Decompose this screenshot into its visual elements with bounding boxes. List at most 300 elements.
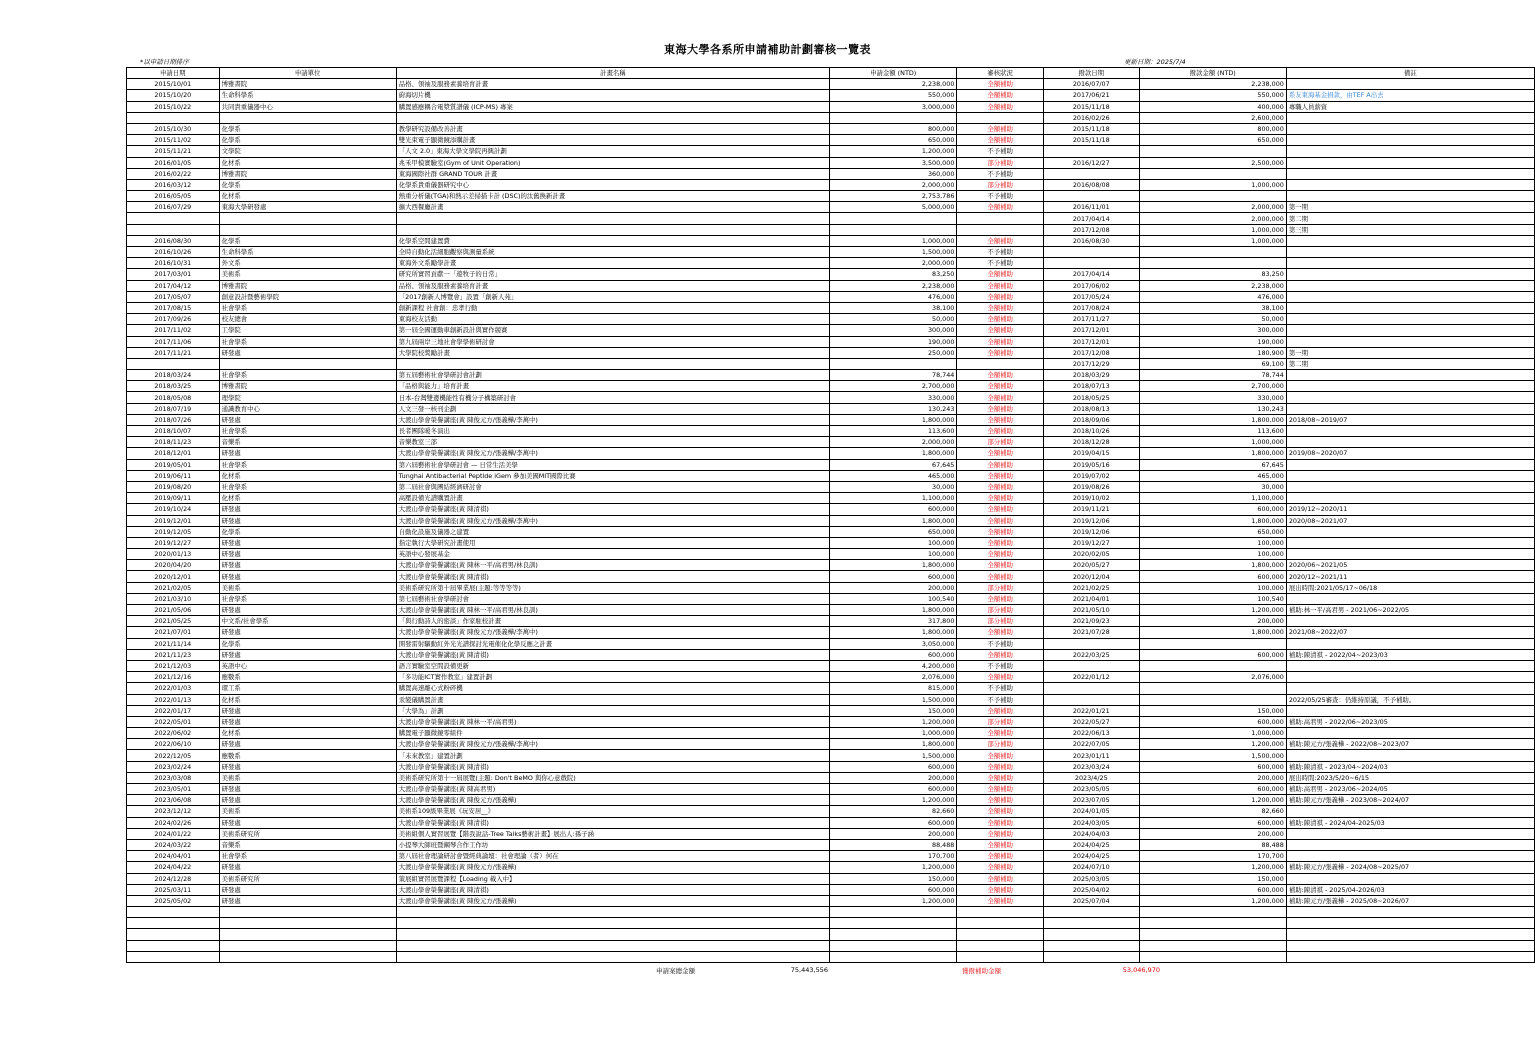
cell-project-name: 「多功能ICT實作教室」建置計劃 (396, 672, 829, 683)
cell-review-status: 全額補助 (957, 761, 1044, 772)
cell-review-status: 不予補助 (957, 683, 1044, 694)
cell-grant-date: 2017/04/14 (1043, 213, 1139, 224)
cell-unit: 化材系 (219, 470, 396, 481)
cell-review-status: 全額補助 (957, 347, 1044, 358)
cell-project-name: 購置電子顯微鏡零組件 (396, 728, 829, 739)
cell-review-status: 全額補助 (957, 448, 1044, 459)
cell-project-name (396, 951, 829, 962)
cell-apply-date: 2017/08/15 (127, 302, 220, 313)
table-row (127, 269, 1535, 280)
cell-project-name: 東海外文系勵學計畫 (396, 258, 829, 269)
cell-grant-amount: 1,500,000 (1139, 750, 1286, 761)
table-row (127, 795, 1535, 806)
table-row (127, 291, 1535, 302)
cell-project-name: 大渡山學會榮譽講座(黃 陳林一平/高君男/林良訓) (396, 560, 829, 571)
cell-unit: 共同貴重儀器中心 (219, 101, 396, 112)
table-row (127, 716, 1535, 727)
cell-review-status (957, 213, 1044, 224)
cell-grant-date: 2024/01/05 (1043, 806, 1139, 817)
cell-unit: 研發處 (219, 884, 396, 895)
cell-requested-amount: 3,500,000 (829, 157, 956, 168)
cell-requested-amount (829, 224, 956, 235)
cell-project-name: 「與行動詩人的密談」作家駐校計畫 (396, 616, 829, 627)
cell-grant-date: 2017/08/24 (1043, 302, 1139, 313)
cell-project-name: 語言實驗室空間設備更新 (396, 660, 829, 671)
cell-unit: 外文系 (219, 258, 396, 269)
cell-review-status: 不予補助 (957, 191, 1044, 202)
cell-project-name: 美術組個人實習展覽【階我說話-Tree Talks藝術計畫】展出人:孫子涵 (396, 828, 829, 839)
table-row (127, 247, 1535, 258)
cell-unit: 研發處 (219, 862, 396, 873)
table-row (127, 336, 1535, 347)
cell-grant-amount: 1,200,000 (1139, 605, 1286, 616)
cell-grant-amount: 67,645 (1139, 459, 1286, 470)
cell-grant-amount: 200,000 (1139, 616, 1286, 627)
cell-grant-amount (1139, 694, 1286, 705)
cell-grant-amount: 200,000 (1139, 828, 1286, 839)
cell-project-name: 第一屆全國運動車創新設計與實作競賽 (396, 325, 829, 336)
cell-unit (219, 224, 396, 235)
cell-apply-date: 2021/12/16 (127, 672, 220, 683)
cell-requested-amount (829, 907, 956, 918)
cell-grant-amount: 150,000 (1139, 873, 1286, 884)
cell-apply-date: 2017/11/21 (127, 347, 220, 358)
cell-requested-amount: 130,243 (829, 403, 956, 414)
table-row (127, 571, 1535, 582)
cell-requested-amount: 113,600 (829, 426, 956, 437)
cell-remarks (1286, 291, 1534, 302)
cell-grant-amount: 600,000 (1139, 884, 1286, 895)
cell-grant-amount: 150,000 (1139, 705, 1286, 716)
cell-grant-date: 2019/12/06 (1043, 526, 1139, 537)
cell-review-status: 部分補助 (957, 616, 1044, 627)
cell-review-status: 部分補助 (957, 582, 1044, 593)
cell-review-status: 全額補助 (957, 135, 1044, 146)
cell-grant-date: 2015/11/18 (1043, 123, 1139, 134)
cell-unit: 美術系 (219, 582, 396, 593)
cell-review-status (957, 929, 1044, 940)
cell-review-status: 不予補助 (957, 168, 1044, 179)
cell-grant-date: 2019/05/16 (1043, 459, 1139, 470)
cell-remarks: 展出時間:2023/5/20~6/15 (1286, 772, 1534, 783)
cell-remarks (1286, 940, 1534, 951)
cell-unit: 通識教育中心 (219, 403, 396, 414)
cell-remarks: 2018/08~2019/07 (1286, 414, 1534, 425)
cell-review-status: 全額補助 (957, 784, 1044, 795)
cell-unit: 文學院 (219, 146, 396, 157)
cell-grant-date: 2020/05/27 (1043, 560, 1139, 571)
cell-unit: 社會學系 (219, 593, 396, 604)
table-row (127, 951, 1535, 962)
cell-review-status: 全額補助 (957, 269, 1044, 280)
cell-requested-amount: 67,645 (829, 459, 956, 470)
cell-project-name: 大渡山學會榮譽講座(黃 陳林一平/高君男) (396, 716, 829, 727)
cell-review-status: 全額補助 (957, 750, 1044, 761)
cell-grant-amount: 38,100 (1139, 302, 1286, 313)
cell-review-status: 部分補助 (957, 605, 1044, 616)
cell-remarks (1286, 112, 1534, 123)
cell-remarks (1286, 851, 1534, 862)
cell-project-name: 東海校友活動 (396, 314, 829, 325)
cell-grant-date: 2016/08/30 (1043, 235, 1139, 246)
cell-grant-date: 2019/07/02 (1043, 470, 1139, 481)
cell-grant-amount: 1,200,000 (1139, 795, 1286, 806)
cell-review-status: 全額補助 (957, 728, 1044, 739)
header-grant-amount: 撥款金額 (NTD) (1139, 68, 1286, 79)
table-row (127, 761, 1535, 772)
table-row (127, 784, 1535, 795)
cell-grant-date (1043, 660, 1139, 671)
cell-grant-amount (1139, 951, 1286, 962)
cell-apply-date: 2021/05/25 (127, 616, 220, 627)
cell-project-name: 開發雷射驅動紅外光光譜探討光電催化化學反應之計畫 (396, 638, 829, 649)
cell-unit: 研發處 (219, 784, 396, 795)
cell-apply-date: 2019/05/01 (127, 459, 220, 470)
cell-project-name: 第八屆社會理論研討會暨經典論壇：社會理論（者）何在 (396, 851, 829, 862)
cell-remarks: 補助:陳元方/張義樺 - 2022/08~2023/07 (1286, 739, 1534, 750)
cell-project-name: 大渡山學會榮譽講座(黃 陳俊元方/張義樺/李萬中) (396, 515, 829, 526)
grant-review-table (126, 67, 1535, 963)
table-row (127, 806, 1535, 817)
cell-unit: 英語中心 (219, 660, 396, 671)
cell-apply-date: 2015/10/30 (127, 123, 220, 134)
cell-project-name: 汞變儀購置計畫 (396, 694, 829, 705)
table-row (127, 392, 1535, 403)
cell-grant-date: 2019/04/15 (1043, 448, 1139, 459)
cell-review-status: 全額補助 (957, 705, 1044, 716)
cell-project-name: 大渡山學會榮譽講座(黃 陳俊元方/張義樺/李萬中) (396, 414, 829, 425)
cell-remarks (1286, 549, 1534, 560)
table-row (127, 481, 1535, 492)
cell-project-name: 蔚海切片機 (396, 90, 829, 101)
cell-grant-amount (1139, 929, 1286, 940)
cell-requested-amount: 1,800,000 (829, 414, 956, 425)
table-row (127, 157, 1535, 168)
cell-grant-amount: 1,800,000 (1139, 448, 1286, 459)
cell-apply-date: 2016/01/05 (127, 157, 220, 168)
table-row (127, 593, 1535, 604)
cell-grant-amount: 100,540 (1139, 593, 1286, 604)
cell-remarks (1286, 392, 1534, 403)
cell-review-status (957, 918, 1044, 929)
cell-grant-date: 2025/04/02 (1043, 884, 1139, 895)
cell-unit: 創意設計暨藝術學院 (219, 291, 396, 302)
cell-grant-date: 2022/07/05 (1043, 739, 1139, 750)
cell-requested-amount: 150,000 (829, 873, 956, 884)
cell-project-name: 大學院校獎勵計畫 (396, 347, 829, 358)
table-row (127, 213, 1535, 224)
cell-review-status: 全額補助 (957, 493, 1044, 504)
cell-apply-date: 2021/07/01 (127, 627, 220, 638)
cell-project-name: 音樂教室三部 (396, 437, 829, 448)
cell-unit: 音樂系 (219, 437, 396, 448)
table-row (127, 638, 1535, 649)
cell-apply-date: 2019/09/11 (127, 493, 220, 504)
cell-grant-date: 2022/01/12 (1043, 672, 1139, 683)
table-row (127, 683, 1535, 694)
table-row (127, 839, 1535, 850)
cell-requested-amount: 2,700,000 (829, 381, 956, 392)
cell-project-name: 大渡山學會榮譽講座(黃 陳俊元方/張義樺) (396, 795, 829, 806)
cell-grant-amount (1139, 258, 1286, 269)
cell-grant-date: 2023/4/25 (1043, 772, 1139, 783)
cell-review-status: 全額補助 (957, 828, 1044, 839)
cell-remarks (1286, 336, 1534, 347)
cell-unit: 理學院 (219, 392, 396, 403)
cell-requested-amount: 100,000 (829, 537, 956, 548)
cell-project-name: 購置高速離心式粉碎機 (396, 683, 829, 694)
cell-apply-date: 2021/11/14 (127, 638, 220, 649)
cell-unit: 研發處 (219, 795, 396, 806)
cell-apply-date: 2018/03/24 (127, 370, 220, 381)
cell-apply-date: 2018/03/25 (127, 381, 220, 392)
cell-remarks (1286, 705, 1534, 716)
table-row (127, 202, 1535, 213)
cell-grant-date (1043, 683, 1139, 694)
table-row (127, 403, 1535, 414)
table-row (127, 873, 1535, 884)
cell-grant-amount: 1,200,000 (1139, 895, 1286, 906)
cell-review-status: 全額補助 (957, 101, 1044, 112)
cell-apply-date: 2020/01/13 (127, 549, 220, 560)
cell-unit: 化材系 (219, 728, 396, 739)
cell-apply-date: 2021/11/23 (127, 649, 220, 660)
cell-review-status: 全額補助 (957, 795, 1044, 806)
table-row (127, 79, 1535, 90)
cell-grant-date: 2015/11/18 (1043, 135, 1139, 146)
cell-requested-amount: 650,000 (829, 135, 956, 146)
cell-grant-amount: 476,000 (1139, 291, 1286, 302)
cell-grant-date: 2017/12/01 (1043, 325, 1139, 336)
cell-remarks (1286, 660, 1534, 671)
table-row (127, 907, 1535, 918)
cell-apply-date: 2016/03/12 (127, 179, 220, 190)
cell-apply-date: 2021/05/06 (127, 605, 220, 616)
table-row (127, 426, 1535, 437)
cell-review-status: 全額補助 (957, 392, 1044, 403)
cell-grant-amount: 650,000 (1139, 526, 1286, 537)
cell-grant-date: 2019/12/27 (1043, 537, 1139, 548)
cell-grant-date: 2019/08/26 (1043, 481, 1139, 492)
cell-remarks (1286, 370, 1534, 381)
cell-requested-amount: 600,000 (829, 817, 956, 828)
total-requested-label: 申請案總金額 (656, 967, 695, 975)
cell-requested-amount: 4,200,000 (829, 660, 956, 671)
cell-grant-date (1043, 168, 1139, 179)
cell-grant-amount: 113,600 (1139, 426, 1286, 437)
cell-apply-date: 2024/04/22 (127, 862, 220, 873)
cell-project-name: 長者團隊暖冬演出 (396, 426, 829, 437)
cell-requested-amount: 1,800,000 (829, 605, 956, 616)
cell-review-status: 全額補助 (957, 302, 1044, 313)
cell-requested-amount: 317,800 (829, 616, 956, 627)
table-row (127, 191, 1535, 202)
cell-apply-date: 2022/01/03 (127, 683, 220, 694)
cell-requested-amount: 600,000 (829, 761, 956, 772)
cell-unit: 博雅書院 (219, 79, 396, 90)
cell-apply-date: 2024/01/22 (127, 828, 220, 839)
cell-review-status (957, 358, 1044, 369)
table-row (127, 940, 1535, 951)
cell-unit: 研發處 (219, 571, 396, 582)
cell-requested-amount (829, 213, 956, 224)
cell-requested-amount: 170,700 (829, 851, 956, 862)
cell-review-status: 全額補助 (957, 426, 1044, 437)
table-row (127, 772, 1535, 783)
cell-remarks (1286, 493, 1534, 504)
cell-unit: 生命科學系 (219, 247, 396, 258)
cell-requested-amount: 600,000 (829, 649, 956, 660)
cell-unit: 化學系 (219, 135, 396, 146)
cell-grant-date (1043, 694, 1139, 705)
cell-apply-date: 2024/12/28 (127, 873, 220, 884)
cell-review-status: 全額補助 (957, 90, 1044, 101)
table-row (127, 627, 1535, 638)
cell-review-status: 部分補助 (957, 179, 1044, 190)
cell-grant-amount: 100,000 (1139, 582, 1286, 593)
cell-grant-amount: 100,000 (1139, 549, 1286, 560)
cell-grant-date: 2024/04/25 (1043, 851, 1139, 862)
cell-grant-date: 2018/08/13 (1043, 403, 1139, 414)
cell-project-name: 「未來教室」建置計劃 (396, 750, 829, 761)
table-row (127, 146, 1535, 157)
cell-review-status: 全額補助 (957, 381, 1044, 392)
cell-requested-amount: 1,800,000 (829, 515, 956, 526)
cell-project-name (396, 940, 829, 951)
header-remarks: 備註 (1286, 68, 1534, 79)
cell-apply-date: 2017/09/26 (127, 314, 220, 325)
cell-apply-date: 2016/10/31 (127, 258, 220, 269)
cell-review-status: 全額補助 (957, 515, 1044, 526)
cell-grant-date: 2024/04/03 (1043, 828, 1139, 839)
table-row (127, 616, 1535, 627)
cell-remarks (1286, 470, 1534, 481)
cell-grant-date: 2016/02/26 (1043, 112, 1139, 123)
cell-grant-amount: 1,000,000 (1139, 437, 1286, 448)
cell-grant-date: 2016/11/01 (1043, 202, 1139, 213)
cell-requested-amount: 100,000 (829, 549, 956, 560)
cell-requested-amount: 3,050,000 (829, 638, 956, 649)
table-row (127, 515, 1535, 526)
cell-unit (219, 918, 396, 929)
cell-project-name: 大渡山學會榮譽講座(黃 陳俊元方/張義樺/李萬中) (396, 448, 829, 459)
cell-remarks (1286, 247, 1534, 258)
cell-project-name: 教學研究設備改善計畫 (396, 123, 829, 134)
cell-remarks (1286, 135, 1534, 146)
cell-apply-date: 2018/07/26 (127, 414, 220, 425)
cell-apply-date: 2018/07/19 (127, 403, 220, 414)
header-row (127, 68, 1535, 79)
cell-apply-date: 2024/03/22 (127, 839, 220, 850)
cell-remarks: 補助:陳元方/張義樺 - 2024/08~2025/07 (1286, 862, 1534, 873)
cell-unit: 研發處 (219, 739, 396, 750)
cell-apply-date: 2023/06/08 (127, 795, 220, 806)
cell-grant-amount: 88,488 (1139, 839, 1286, 850)
table-row (127, 918, 1535, 929)
cell-remarks (1286, 280, 1534, 291)
cell-project-name: 擴大西餐廳計畫 (396, 202, 829, 213)
cell-unit: 博雅書院 (219, 381, 396, 392)
cell-review-status: 不予補助 (957, 660, 1044, 671)
cell-unit: 研發處 (219, 761, 396, 772)
cell-unit: 化學系 (219, 526, 396, 537)
cell-requested-amount: 2,238,000 (829, 280, 956, 291)
cell-grant-amount: 170,700 (1139, 851, 1286, 862)
cell-unit (219, 213, 396, 224)
cell-grant-amount: 1,200,000 (1139, 862, 1286, 873)
cell-project-name: 品格、領袖及服務素養培育計畫 (396, 79, 829, 90)
cell-grant-date: 2019/10/02 (1043, 493, 1139, 504)
cell-apply-date: 2019/08/20 (127, 481, 220, 492)
cell-unit: 研發處 (219, 817, 396, 828)
cell-requested-amount: 1,800,000 (829, 739, 956, 750)
cell-grant-date: 2022/05/27 (1043, 716, 1139, 727)
table-row (127, 470, 1535, 481)
cell-remarks: 補助:陳元方/張義樺 - 2025/08~2026/07 (1286, 895, 1534, 906)
cell-requested-amount: 50,000 (829, 314, 956, 325)
cell-unit: 研發處 (219, 560, 396, 571)
cell-review-status: 全額補助 (957, 403, 1044, 414)
cell-review-status: 全額補助 (957, 414, 1044, 425)
cell-unit (219, 907, 396, 918)
cell-apply-date: 2018/12/01 (127, 448, 220, 459)
cell-grant-amount: 1,000,000 (1139, 179, 1286, 190)
cell-review-status: 全額補助 (957, 235, 1044, 246)
cell-requested-amount: 82,660 (829, 806, 956, 817)
cell-grant-amount (1139, 168, 1286, 179)
cell-apply-date: 2022/06/02 (127, 728, 220, 739)
cell-grant-amount: 69,100 (1139, 358, 1286, 369)
cell-grant-date (1043, 940, 1139, 951)
cell-grant-date: 2018/07/13 (1043, 381, 1139, 392)
cell-apply-date: 2022/01/13 (127, 694, 220, 705)
table-row (127, 258, 1535, 269)
table-row (127, 347, 1535, 358)
cell-grant-date: 2021/04/01 (1043, 593, 1139, 604)
cell-project-name: 大渡山學會榮譽講座(黃 陳清祺) (396, 761, 829, 772)
cell-grant-amount: 465,000 (1139, 470, 1286, 481)
table-row (127, 135, 1535, 146)
cell-remarks: 專職人員薪資 (1286, 101, 1534, 112)
cell-review-status: 全額補助 (957, 314, 1044, 325)
cell-apply-date: 2017/11/06 (127, 336, 220, 347)
cell-unit: 化學系 (219, 123, 396, 134)
cell-remarks: 補助:高君男 - 2023/06~2024/05 (1286, 784, 1534, 795)
cell-review-status: 全額補助 (957, 884, 1044, 895)
cell-remarks: 補助:林一平/高君男 - 2021/06~2022/05 (1286, 605, 1534, 616)
cell-project-name: 化學系空間建置費 (396, 235, 829, 246)
cell-unit: 校友總會 (219, 314, 396, 325)
cell-grant-amount: 200,000 (1139, 772, 1286, 783)
cell-apply-date: 2018/11/23 (127, 437, 220, 448)
cell-unit (219, 940, 396, 951)
cell-remarks: 第一期 (1286, 347, 1534, 358)
cell-grant-date: 2017/12/01 (1043, 336, 1139, 347)
cell-requested-amount: 1,100,000 (829, 493, 956, 504)
cell-grant-date: 2018/09/06 (1043, 414, 1139, 425)
cell-remarks (1286, 146, 1534, 157)
cell-remarks (1286, 683, 1534, 694)
cell-review-status: 全額補助 (957, 481, 1044, 492)
table-row (127, 459, 1535, 470)
cell-grant-date (1043, 918, 1139, 929)
cell-project-name: Tunghai Antibacterial Peptide iGem 參加美國MIT國際比賽 (396, 470, 829, 481)
cell-grant-amount: 2,000,000 (1139, 213, 1286, 224)
cell-review-status: 全額補助 (957, 280, 1044, 291)
cell-requested-amount: 1,500,000 (829, 750, 956, 761)
table-row (127, 168, 1535, 179)
cell-project-name: 大渡山學會榮譽講座(黃 陳高君男) (396, 784, 829, 795)
